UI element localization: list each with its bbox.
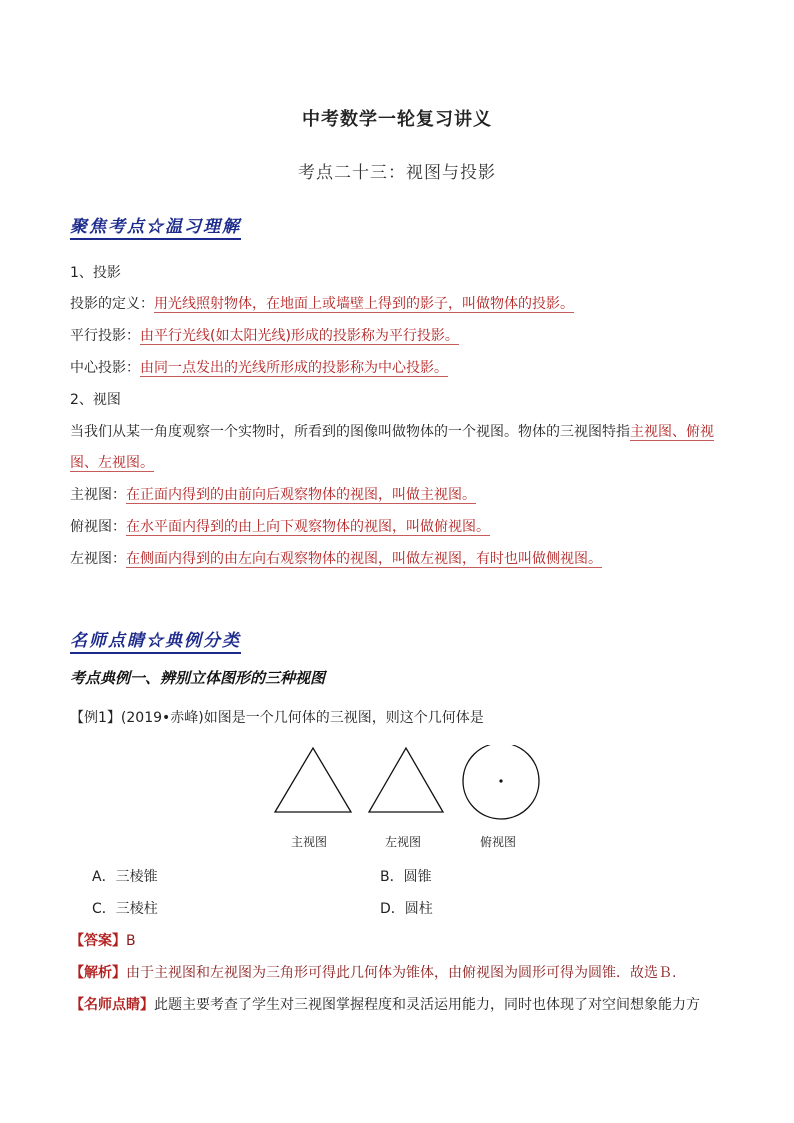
option-d: D．圆柱 xyxy=(380,901,433,917)
item-views-title: 2、视图 xyxy=(70,392,121,408)
projection-definition-text: 用光线照射物体，在地面上或墙壁上得到的影子，叫做物体的投影。 xyxy=(154,296,574,312)
front-view-triangle xyxy=(275,748,351,812)
option-a: A．三棱锥 xyxy=(92,869,158,885)
example-1-text: (2019•赤峰)如图是一个几何体的三视图，则这个几何体是 xyxy=(120,710,484,726)
fig-label-front: 主视图 xyxy=(291,835,328,849)
option-c: C．三棱柱 xyxy=(92,901,158,917)
answer-label: 【答案】 xyxy=(70,933,126,949)
fig-label-left: 左视图 xyxy=(385,835,422,849)
fig-label-top: 俯视图 xyxy=(480,835,517,849)
front-view-def xyxy=(70,484,476,504)
page-title: 中考数学一轮复习讲义 xyxy=(302,109,492,130)
parallel-projection-text: 由平行光线(如太阳光线)形成的投影称为平行投影。 xyxy=(140,328,459,344)
projection-definition-label: 投影的定义： xyxy=(70,296,154,312)
example-1-label: 【例1】 xyxy=(70,710,121,726)
option-b: B．圆锥 xyxy=(380,869,432,885)
example-1-question xyxy=(70,707,484,727)
views-intro-text: 当我们从某一角度观察一个实物时，所看到的图像叫做物体的一个视图。物体的三视图特指 xyxy=(70,424,630,440)
page-subtitle: 考点二十三：视图与投影 xyxy=(298,163,496,183)
views-intro-highlight: 主视图、俯视 xyxy=(630,424,714,440)
left-view-triangle xyxy=(369,748,443,812)
analysis-line xyxy=(70,962,676,982)
top-view-text: 在水平面内得到的由上向下观察物体的视图，叫做俯视图。 xyxy=(126,519,490,535)
section-heading-review: 聚焦考点☆温习理解 xyxy=(70,212,241,240)
parallel-projection-label: 平行投影： xyxy=(70,328,140,344)
analysis-label: 【解析】 xyxy=(70,965,126,981)
projection-definition xyxy=(70,293,574,313)
teacher-note-text: 此题主要考查了学生对三视图掌握程度和灵活运用能力，同时也体现了对空间想象能力方 xyxy=(154,997,700,1013)
teacher-note-label: 【名师点睛】 xyxy=(70,997,154,1013)
teacher-note-line xyxy=(70,994,760,1014)
left-view-def xyxy=(70,548,602,568)
left-view-text: 在侧面内得到的由左向右观察物体的视图，叫做左视图，有时也叫做侧视图。 xyxy=(126,551,602,567)
section-heading-examples: 名师点睛☆典例分类 xyxy=(70,626,241,654)
analysis-text: 由于主视图和左视图为三角形可得此几何体为锥体，由俯视图为圆形可得为圆锥．故选Ｂ. xyxy=(126,965,677,981)
views-intro-line1 xyxy=(70,421,714,441)
parallel-projection xyxy=(70,325,459,345)
top-view-def xyxy=(70,516,490,536)
central-projection-label: 中心投影： xyxy=(70,360,140,376)
example-category-heading: 考点典例一、辨别立体图形的三种视图 xyxy=(70,669,326,687)
views-intro-line2 xyxy=(70,452,154,472)
top-view-center-dot xyxy=(499,779,502,782)
front-view-text: 在正面内得到的由前向后观察物体的视图，叫做主视图。 xyxy=(126,487,476,503)
views-intro-highlight-cont: 图、左视图。 xyxy=(70,455,154,471)
three-view-figure xyxy=(270,745,570,825)
top-view-label: 俯视图： xyxy=(70,519,126,535)
front-view-label: 主视图： xyxy=(70,487,126,503)
central-projection-text: 由同一点发出的光线所形成的投影称为中心投影。 xyxy=(140,360,448,376)
item-projection-title: 1、投影 xyxy=(70,265,121,281)
left-view-label: 左视图： xyxy=(70,551,126,567)
answer-line xyxy=(70,930,136,950)
answer-value: B xyxy=(126,933,136,949)
central-projection xyxy=(70,357,448,377)
